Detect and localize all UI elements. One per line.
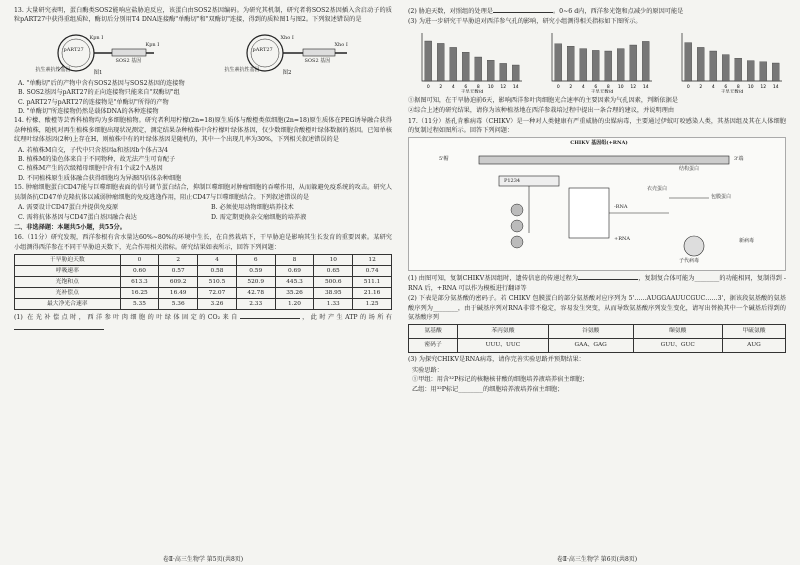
q14-option-d: D. 不同植株原生质体融合获得细胞均为异源四倍体杂种细胞 [18,174,182,182]
label-plus-rna: +RNA [614,236,630,243]
chart-tick-label: 6 [464,84,468,90]
chart-bar [512,65,519,81]
q16-sub2b-text: 。0~6 d内，西洋参光饱和点减少的原因可能是 [552,8,684,15]
fig1-label-kpn: Kpn Ⅰ [89,34,104,41]
chart-bar [425,41,432,81]
chart-tick-label: 2 [699,84,703,90]
chart-axis [682,33,782,81]
figure-1-caption: 图1 [93,70,103,77]
q15-option-d: D. 需定期更换杂交瘤细胞的培养液 [211,213,307,221]
table-cell: 6 [236,255,275,266]
chart-bar [592,50,599,81]
chart-bar [487,60,494,81]
table-cell: 500.6 [314,277,353,288]
table-cell: 0.69 [275,266,314,277]
table-cell: 35.26 [275,288,314,299]
chart-2 [538,29,656,93]
table-cell: UUU、UUC [458,339,549,353]
table-cell: 5.35 [120,299,159,310]
answer-blank [240,312,300,319]
q16-sub1b-text: ，此时产生ATP的场所有 [299,314,392,322]
chart-tick-label: 2 [569,84,573,90]
label-progeny: 子代病毒 [679,258,700,265]
q15-option-b: B. 必须使用动物细胞培养技术 [211,204,294,212]
chart-bar [450,47,457,81]
chart-bar [437,43,444,81]
table-cell: 0.74 [353,266,392,277]
q17-sub2: (2) 下表是部分氨基酸的密码子。若 CHIKV 包膜蛋白的部分氨基酸对应序列为 5'……AUGGAAUUCGUC……3'，据该段氨基酸的氨基酸序列为________，由于碱基序列对RNA非常不稳定，容易发生突变，从而导致氨基酸序列发生变化，请写出替换其中一个碱基后得到的氨基酸序列 [408,295,786,322]
q13-option-a: A. "单酶切"后的产物中含有SOS2基因与SOS2基因的连接物 [18,79,185,87]
table-cell: 0.60 [120,266,159,277]
section-2-heading: 二、非选择题：本题共5小题，共55分。 [14,223,126,231]
table-cell: 10 [314,255,353,266]
chart-tick-label: 10 [747,84,754,90]
table-cell: 光饱和点 [15,277,121,288]
table-cell: 干旱胁迫天数 [15,255,121,266]
chart-axis [552,33,652,81]
chart-tick-label: 0 [686,84,690,90]
table-cell: 3.26 [198,299,237,310]
q17-exp: 实验思路： [412,366,443,374]
q13-figures [14,27,392,77]
table-cell: 12 [353,255,392,266]
chart-1-svg [408,29,526,93]
chart-bar [555,44,562,81]
chart-tick-label: 12 [500,84,507,90]
table-cell: 1.25 [353,299,392,310]
table-header-row [409,325,786,339]
chart-bar [567,46,574,81]
q17-sub1 [408,273,786,293]
chart-tick-label: 4 [711,84,715,90]
q15-option-a: A. 需要设计CD47蛋白并提供免疫原 [18,204,119,212]
q17-sub1b-text: ，复制复合体可能为________的功能相同，复制得到 -RNA 后，+RNA 可以作为模板进行翻译等 [408,275,786,292]
table-cell: 72.07 [198,288,237,299]
chart-3 [668,29,786,93]
figure-1 [34,27,184,77]
chart-tick-label: 14 [512,84,519,90]
fig2-label-pART27: pART27 [252,46,273,53]
answer-blank [14,323,104,330]
q16-sub1 [14,312,392,333]
answer-blank [578,273,638,280]
q16-sub3: (3) 为进一步研究干旱胁迫对西洋参气孔的影响，研究小组测得相关指标如下图所示。 [408,18,642,26]
chart-bar [500,63,507,81]
q16-sub2-text: (2) 胁迫天数，对照组的处理是 [408,8,493,15]
table-cell: 苯丙氨酸 [458,325,549,339]
q16-sub3a: ①据图可知，在干旱胁迫前6天，影响西洋参叶肉细胞光合速率的主要因素为气孔因素，判断依据是 [408,96,678,104]
q14-stem: 14. 柠檬、酸橙等芸香科植物均为多细胞植物。研究者利用柠檬(2n=18)原生质体与酸橙类似细胞(2n=18)原生质体在PEG诱导融合获得杂种植株，随机对再生植株多细胞出现状况测定，测定结果杂种植株中含柠檬叶绿体基因，仅少数细胞含酸橙叶绿体数据的基因。已知单核纹理叶绿体基因(2种)上存在H，则植株中有的叶绿体基因是随机的，其中一个出现几率为30%，下列相关叙述错误的是 [14,117,392,144]
page-footer-right: 卷Ⅱ·高三生物学 第6页(共8页) [556,555,638,563]
chart-bar [760,62,767,81]
q17-exp2: 乙组：用³²P标记________的细胞培养液培养宿主细胞； [412,385,564,393]
chart-tick-label: 4 [451,84,455,90]
table-cell: 38.95 [314,288,353,299]
q13-option-b: B. SOS2基因与pART27的正向连接物只能来自"双酶切"组 [18,89,180,97]
chart-bar [772,63,779,81]
label-3end: 3'端 [734,156,744,163]
chart-tick-label: 8 [476,84,480,90]
table-cell: 甲硫氨酸 [722,325,785,339]
table-cell: 2 [159,255,198,266]
table-cell: 密码子 [409,339,458,353]
chart-bar [605,51,612,81]
fig2-label-resistance: 抗生素抗性基因 [224,66,260,73]
fig2-label-xho-2: Xho Ⅰ [334,41,348,48]
label-capsid: 衣壳蛋白 [647,186,668,193]
table-cell: 4 [198,255,237,266]
table-cell: 0.59 [236,266,275,277]
table-cell: 呼吸速率 [15,266,121,277]
fig1-label-resistance: 抗生素抗性基因 [35,66,71,73]
table-header-row [15,255,392,266]
left-page [14,6,392,563]
table-cell: 5.36 [159,299,198,310]
q14-option-c: C. 植株M产生的次级精母细胞中含有1个或2个A基因 [18,165,163,173]
chart-1 [408,29,526,93]
table-cell: 613.3 [120,277,159,288]
chart-tick-label: 2 [439,84,443,90]
table-row [15,277,392,288]
chart-bar [475,57,482,81]
table-cell: 1.33 [314,299,353,310]
table-cell: 1.20 [275,299,314,310]
q16-sub3b: ②综合上述的研究结果，请你为该种植基地在西洋参栽培过程中提出一条合理的建议，并说明理由 [408,107,675,115]
label-minus-rna: -RNA [614,204,628,211]
chart-tick-label: 10 [617,84,624,90]
label-envelope: 包膜蛋白 [711,194,732,201]
table-cell: 缬氨酸 [633,325,722,339]
codon-table [408,324,786,353]
table-cell: 16.25 [120,288,159,299]
table-row [15,299,392,310]
fig1-label-pART27: pART27 [63,46,84,53]
chart-bar [722,54,729,80]
chart-3-svg [668,29,786,93]
q17-exp1: ①甲组：用含³²P标记的核糖核苷酸的细胞培养液培养宿主细胞； [412,376,589,384]
chart-bar [617,48,624,80]
chart-tick-label: 12 [630,84,637,90]
q14-option-a: A. 若植株M自交，子代中只含基因a和基因b个体占3/4 [18,146,168,154]
table-cell: 609.2 [159,277,198,288]
answer-blank [493,6,553,13]
table-cell: 520.9 [236,277,275,288]
chart-bar [462,52,469,81]
chart-x-label: 干旱天数/d [590,89,614,93]
table-row [409,339,786,353]
label-5cap: 5'帽 [439,156,449,163]
chart-tick-label: 6 [594,84,598,90]
table-cell: 谷氨酸 [548,325,633,339]
right-page [408,6,786,563]
chart-tick-label: 8 [736,84,740,90]
chart-bar [710,51,717,81]
table-cell: 0.65 [314,266,353,277]
chart-tick-label: 0 [556,84,560,90]
table-row [15,288,392,299]
table-cell: 21.16 [353,288,392,299]
q15-option-c: C. 需将抗体基因与CD47蛋白基因融合表达 [18,213,137,221]
diagram-title: CHIKV 基因组(+RNA) [570,140,628,147]
chart-axis [422,33,522,81]
q16-sub1-text: (1) 在光补偿点时，西洋参叶肉细胞的叶绿体固定的CO₂来自 [14,314,240,322]
table-cell: 0.58 [198,266,237,277]
q13-option-c: C. pART27与pART27的连接物是"单酶切"所得的产物 [18,98,169,106]
chart-2-svg [538,29,656,93]
chart-tick-label: 6 [724,84,728,90]
chart-tick-label: 12 [760,84,767,90]
fig1-label-kpn-2: Kpn Ⅰ [145,41,160,48]
table-cell: 445.3 [275,277,314,288]
figure-2-caption: 图2 [282,70,292,77]
table-cell: 42.78 [236,288,275,299]
fig2-label-sos2: SOS2 基因 [304,57,331,64]
chart-tick-label: 14 [772,84,779,90]
fig1-label-sos2: SOS2 基因 [115,57,142,64]
q16-table [14,254,392,310]
chart-bar [580,48,587,80]
q13-stem: 13. 大量研究表明，蛋白酶类SOS2能响应盐胁迫反应，该蛋白由SOS2基因编码。为研究其机制，研究者将SOS2基因插入含启动子的质粒pART27中获得重组质粒，酶切后分别用T4 DNA连接酶"单酶切"和"双酶切"连接，得到的质粒图1与图2。下列叙述错误的是 [14,7,392,24]
q16-stem: 16.（11分）研究发现，西洋参根有含水量达60%~80%的环境中生长，在自然栽培下，干旱胁迫是影响其生长发育的重要因素。某研究小组测得西洋参在不同干旱胁迫天数下，光合作用相关指标。研究结果如表所示，回答下列问题： [14,234,392,251]
q17-sub1-text: (1) 由图可知，复制CHIKV基因组时，遗传信息的传递过程为 [408,275,579,283]
label-new-virus: 新病毒 [739,238,755,245]
chart-tick-label: 4 [581,84,585,90]
chart-tick-label: 0 [426,84,430,90]
table-cell: 16.49 [159,288,198,299]
q17-stem: 17.（11分）基孔肯雅病毒（CHIKV）是一种对人类健康有严重威胁的虫媒病毒，主要通过伊蚊叮咬感染人类，其基因组及其在人体细胞的复制过程如图所示。回答下列问题： [408,117,786,135]
table-cell: AUG [722,339,785,353]
chart-tick-label: 14 [642,84,649,90]
chikv-diagram [408,137,786,271]
chart-tick-label: 8 [606,84,610,90]
page-footer-left: 卷Ⅱ·高三生物学 第5页(共8页) [162,555,244,563]
q13-option-d: D. "单酶切"所连接物仍然是载体DNA的各种连接物 [18,108,159,116]
q15-stem: 15. 肿瘤细胞蛋白CD47能与巨噬细胞表面的信号调节蛋白结合，抑制巨噬细胞对肿瘤细胞的吞噬作用，从而躲避免疫系统的攻击。研究人员制备抗CD47单克隆抗体以减弱肿瘤细胞的免疫逃逸作用，阻止CD47与巨噬细胞结合。下列叙述错误的是 [14,184,392,201]
table-cell: GAA、GAG [548,339,633,353]
label-structural: 结构蛋白 [679,166,700,173]
table-cell: 0.57 [159,266,198,277]
table-cell: 510.5 [198,277,237,288]
chart-tick-label: 10 [487,84,494,90]
diagram-svg [409,138,787,270]
table-cell: GUU、GUC [633,339,722,353]
table-cell: 8 [275,255,314,266]
table-cell: 2.33 [236,299,275,310]
q16-charts [408,29,786,93]
chart-x-label: 干旱天数/d [720,89,744,93]
table-row [15,266,392,277]
chart-x-label: 干旱天数/d [460,89,484,93]
table-cell: 光补偿点 [15,288,121,299]
table-cell: 0 [120,255,159,266]
chart-bar [685,42,692,80]
figure-2 [223,27,373,77]
label-p1234: P1234 [504,178,521,185]
q14-option-b: B. 植株M的染色体来自于不同物种，故无法产生可育配子 [18,156,176,164]
chart-bar [697,47,704,81]
table-cell: 氨基酸 [409,325,458,339]
chart-bar [735,58,742,81]
table-cell: 最大净光合速率 [15,299,121,310]
chart-bar [747,60,754,80]
q17-sub3: (3) 为探究CHIKV是RNA病毒，请你完善实验思路并预期结果： [408,356,585,364]
table-cell: 511.1 [353,277,392,288]
q15-options [14,203,392,222]
fig2-label-xho: Xho Ⅰ [280,34,294,41]
chart-bar [630,45,637,81]
q16-sub2 [408,6,786,16]
chart-bar [642,41,649,81]
